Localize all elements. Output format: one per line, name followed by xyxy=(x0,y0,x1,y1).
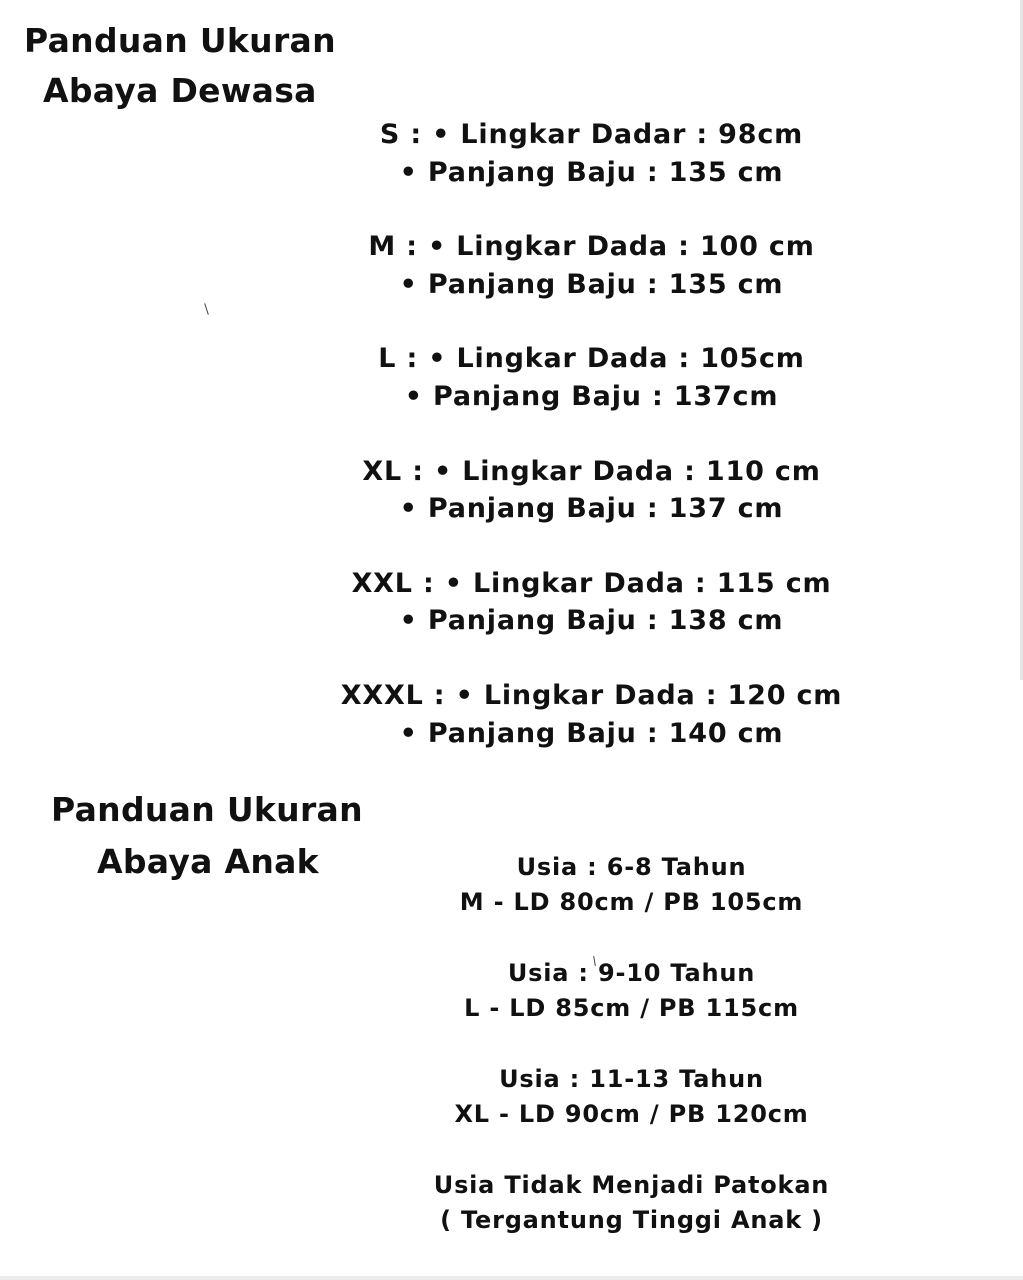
adult-size-xxl-length: • Panjang Baju : 138 cm xyxy=(399,605,784,636)
adult-size-s-chest: S : • Lingkar Dadar : 98cm xyxy=(379,119,804,150)
kids-note-line2: ( Tergantung Tinggi Anak ) xyxy=(440,1206,823,1234)
adult-heading-line2: Abaya Dewasa xyxy=(43,71,317,110)
page-edge-bottom xyxy=(0,1276,1023,1280)
kids-heading-line1: Panduan Ukuran xyxy=(51,790,363,829)
kids-size-xl-age: Usia : 11-13 Tahun xyxy=(499,1065,764,1093)
adult-size-s-length: • Panjang Baju : 135 cm xyxy=(399,157,784,188)
kids-size-m-age: Usia : 6-8 Tahun xyxy=(516,853,747,881)
adult-size-xxxl-length: • Panjang Baju : 140 cm xyxy=(399,718,784,749)
adult-size-xl-chest: XL : • Lingkar Dada : 110 cm xyxy=(362,456,821,487)
stray-mark xyxy=(204,303,209,315)
kids-size-l-measure: L - LD 85cm / PB 115cm xyxy=(464,994,799,1022)
adult-size-m-chest: M : • Lingkar Dada : 100 cm xyxy=(368,231,815,262)
kids-size-m-measure: M - LD 80cm / PB 105cm xyxy=(459,888,804,916)
kids-note-line1: Usia Tidak Menjadi Patokan xyxy=(433,1171,830,1199)
adult-size-xl-length: • Panjang Baju : 137 cm xyxy=(399,493,784,524)
adult-size-l-length: • Panjang Baju : 137cm xyxy=(404,381,779,412)
adult-size-xxxl-chest: XXXL : • Lingkar Dada : 120 cm xyxy=(340,680,843,711)
adult-heading-line1: Panduan Ukuran xyxy=(24,21,336,60)
adult-size-l-chest: L : • Lingkar Dada : 105cm xyxy=(378,343,805,374)
kids-size-l-age: Usia : 9-10 Tahun xyxy=(507,959,756,987)
adult-size-xxl-chest: XXL : • Lingkar Dada : 115 cm xyxy=(351,568,832,599)
kids-size-xl-measure: XL - LD 90cm / PB 120cm xyxy=(454,1100,809,1128)
kids-heading-line2: Abaya Anak xyxy=(97,842,319,881)
adult-size-m-length: • Panjang Baju : 135 cm xyxy=(399,269,784,300)
